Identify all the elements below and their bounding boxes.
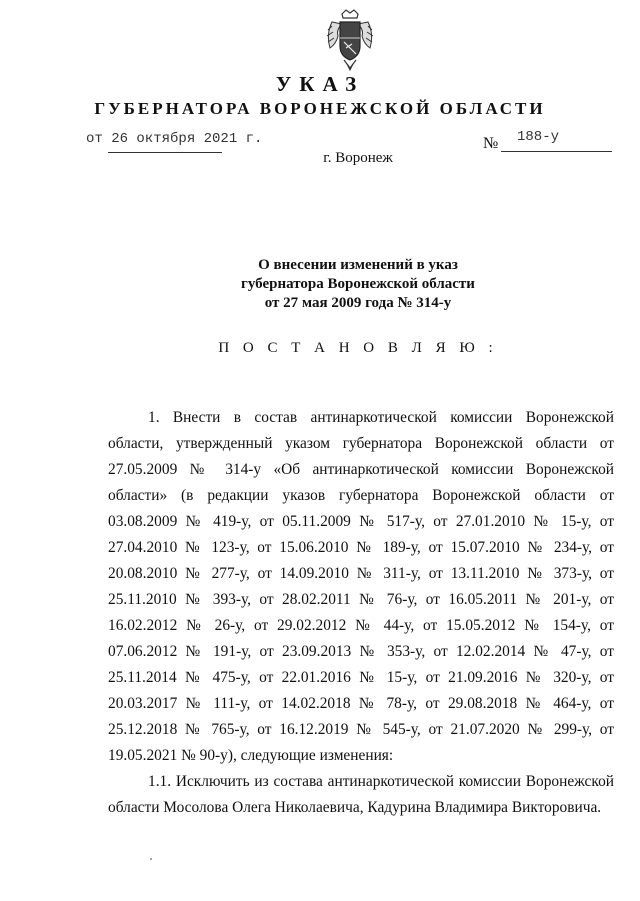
document-date: от 26 октября 2021 г. [86,131,263,147]
subject-line-2: губернатора Воронежской области [241,276,475,292]
scan-speck [150,858,152,860]
city-label: г. Воронеж [323,150,393,166]
document-subject [0,256,640,313]
document-number: 188-у [517,129,560,145]
number-sign: № [483,135,499,152]
paragraph-item-1-1: 1.1. Исключить из состава антинаркотической комиссии Воронежской области Мосолова Олега Николаевича, Кадурина Владимира Викторовича. [108,773,614,816]
coat-of-arms-emblem [322,8,378,72]
subject-line-3: от 27 мая 2009 года № 314-у [264,295,452,311]
decree-word: П О С Т А Н О В Л Я Ю : [218,340,498,356]
document-body [108,405,614,821]
paragraph-item-1: 1. Внести в состав антинаркотической комиссии Воронежской области, утвержденный указом губернатора Воронежской области от 27.05.2009 № 314-у «Об антинаркотической комиссии Воронежской области» (в редакции указов губернатора Воронежской области от 03.08.2009 № 419-у, от 05.11.2009 № 517-у, от 27.01.2010 № 15-у, от 27.04.2010 № 123-у, от 15.06.2010 № 189-у, от 15.07.2010 № 234-у, от 20.08.2010 № 277-у, от 14.09.2010 № 311-у, от 13.11.2010 № 373-у, от 25.11.2010 № 393-у, от 28.02.2011 № 76-у, от 16.05.2011 № 201-у, от 16.02.2012 № 26-у, от 29.02.2012 № 44-у, от 15.05.2012 № 154-у, от 07.06.2012 № 191-у, от 23.09.2013 № 353-у, от 12.02.2014 № 47-у, от 25.11.2014 № 475-у, от 22.01.2016 № 15-у, от 21.09.2016 № 320-у, от 20.03.2017 № 111-у, от 14.02.2018 № 78-у, от 29.08.2018 № 464-у, от 25.12.2018 № 765-у, от 16.12.2019 № 545-у, от 21.07.2020 № 299-у, от 19.05.2021 № 90-у), следующие изменения: [108,409,614,764]
document-type-title: УКАЗ [275,72,365,96]
issuer-title: ГУБЕРНАТОРА ВОРОНЕЖСКОЙ ОБЛАСТИ [94,99,546,118]
subject-line-1: О внесении изменений в указ [258,257,458,273]
